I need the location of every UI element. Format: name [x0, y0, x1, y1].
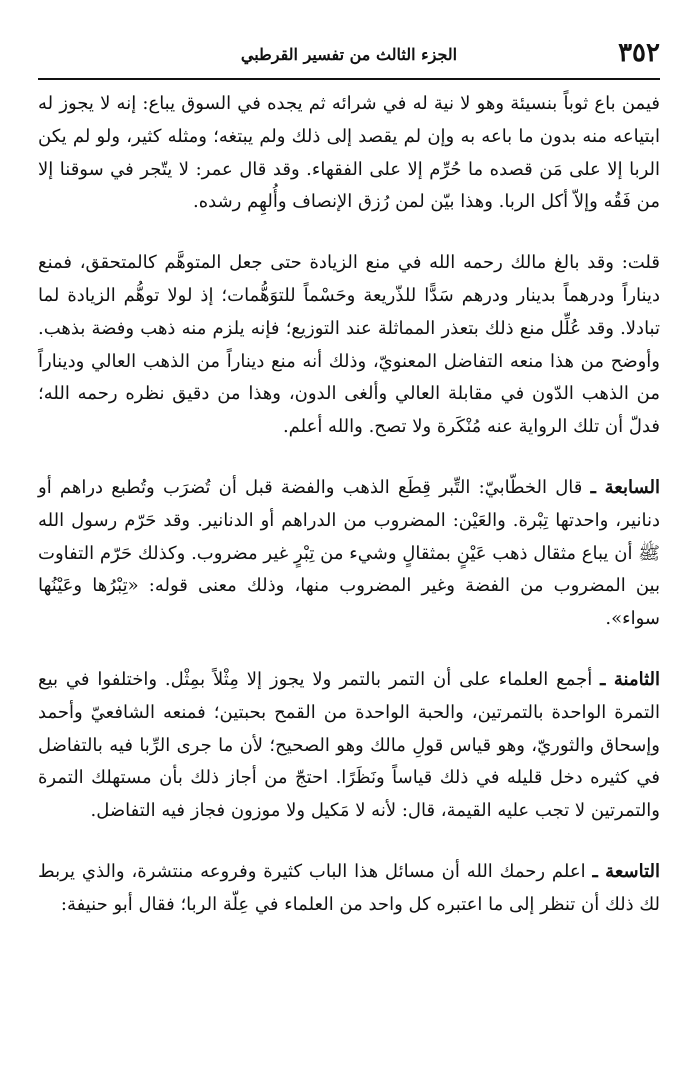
- paragraph-3-text: قال الخطّابيّ: التِّبر قِطَع الذهب والفضة قبل أن تُضرَب وتُطبع دراهم أو دنانير، واحدتها تِبْرة. والعَيْن: المضروب من الدراهم أو الدنانير. وقد حَرّم رسول الله ﷺ أن يباع مثقال ذهب عَيْنٍ بمثقالٍ وشيء من تِبْرٍ غير مضروب. وكذلك حَرّم التفاوت بين المضروب من الفضة وغير المضروب منها، وذلك معنى قوله: «تِبْرُها وعَيْنُها سواء».: [38, 476, 660, 630]
- section-heading-eighth: الثامنة ـ: [600, 668, 660, 690]
- paragraph-1: [38, 88, 660, 219]
- running-title: الجزء الثالث من تفسير القرطبي: [240, 45, 458, 64]
- paragraph-4: [38, 664, 660, 828]
- page-number: ٣٥٢: [618, 38, 660, 68]
- paragraph-1-text: فيمن باع ثوباً بنسيئة وهو لا نية له في شرائه ثم يجده في السوق يباع: إنه لا يجوز له ابتياعه منه بدون ما باعه به وإن لم يقصد إلى ذلك ولم يبتغه؛ ومثله كثير، ولو لم يكن الربا إلا على مَن قصده ما حُرِّم إلا على الفقهاء. وقد قال عمر: لا يتّجر في سوقنا إلا من فَقُه وإلاّ أكل الربا. وهذا بيّن لمن رُزق الإنصاف وأُلهِم رشده.: [38, 93, 660, 213]
- paragraph-2: [38, 247, 660, 444]
- page-header: [38, 38, 660, 76]
- section-heading-ninth: التاسعة ـ: [592, 860, 660, 882]
- header-divider: [38, 78, 660, 80]
- paragraph-4-text: أجمع العلماء على أن التمر بالتمر ولا يجوز إلا مِثْلاً بمِثْل. واختلفوا في بيع التمرة الواحدة بالتمرتين، والحبة الواحدة من القمح بحبتين؛ فمنعه الشافعيّ وأحمد وإسحاق والثوريّ، وهو قياس قولِ مالك وهو الصحيح؛ لأن ما جرى الرِّبا فيه بالتفاضل في كثيره دخل قليله في ذلك قياساً ونَظَرًا. احتجّ من أجاز ذلك بأن مستهلك التمرة والتمرتين لا تجب عليه القيمة، قال: لأنه لا مَكيل ولا موزون فجاز فيه التفاضل.: [38, 668, 660, 822]
- paragraph-3: [38, 472, 660, 636]
- paragraph-5: [38, 856, 660, 922]
- section-heading-seventh: السابعة ـ: [590, 476, 660, 498]
- page-body: [38, 88, 660, 922]
- paragraph-2-text: قلت: وقد بالغ مالك رحمه الله في منع الزيادة حتى جعل المتوهَّم كالمتحقق، فمنع ديناراً ودرهماً بدينار ودرهم سَدًّا للذّريعة وحَسْماً للتوَهُّمات؛ إذ لولا توهُّم الزيادة لما تبادلا. وقد عُلِّل منع ذلك بتعذر المماثلة عند التوزيع؛ فإنه يلزم منه ذهب وفضة بذهب. وأوضح من هذا منعه التفاضل المعنويّ، وذلك أنه منع ديناراً من الذهب العالي وديناراً من الذهب الدّون في مقابلة العالي وألغى الدون، وهذا من دقيق نظره رحمه الله؛ فدلّ أن تلك الرواية عنه مُنْكَرة ولا تصح. والله أعلم.: [38, 252, 660, 438]
- paragraph-5-text: اعلم رحمك الله أن مسائل هذا الباب كثيرة وفروعه منتشرة، والذي يربط لك ذلك أن تنظر إلى ما اعتبره كل واحد من العلماء في عِلّة الربا؛ فقال أبو حنيفة:: [38, 860, 660, 915]
